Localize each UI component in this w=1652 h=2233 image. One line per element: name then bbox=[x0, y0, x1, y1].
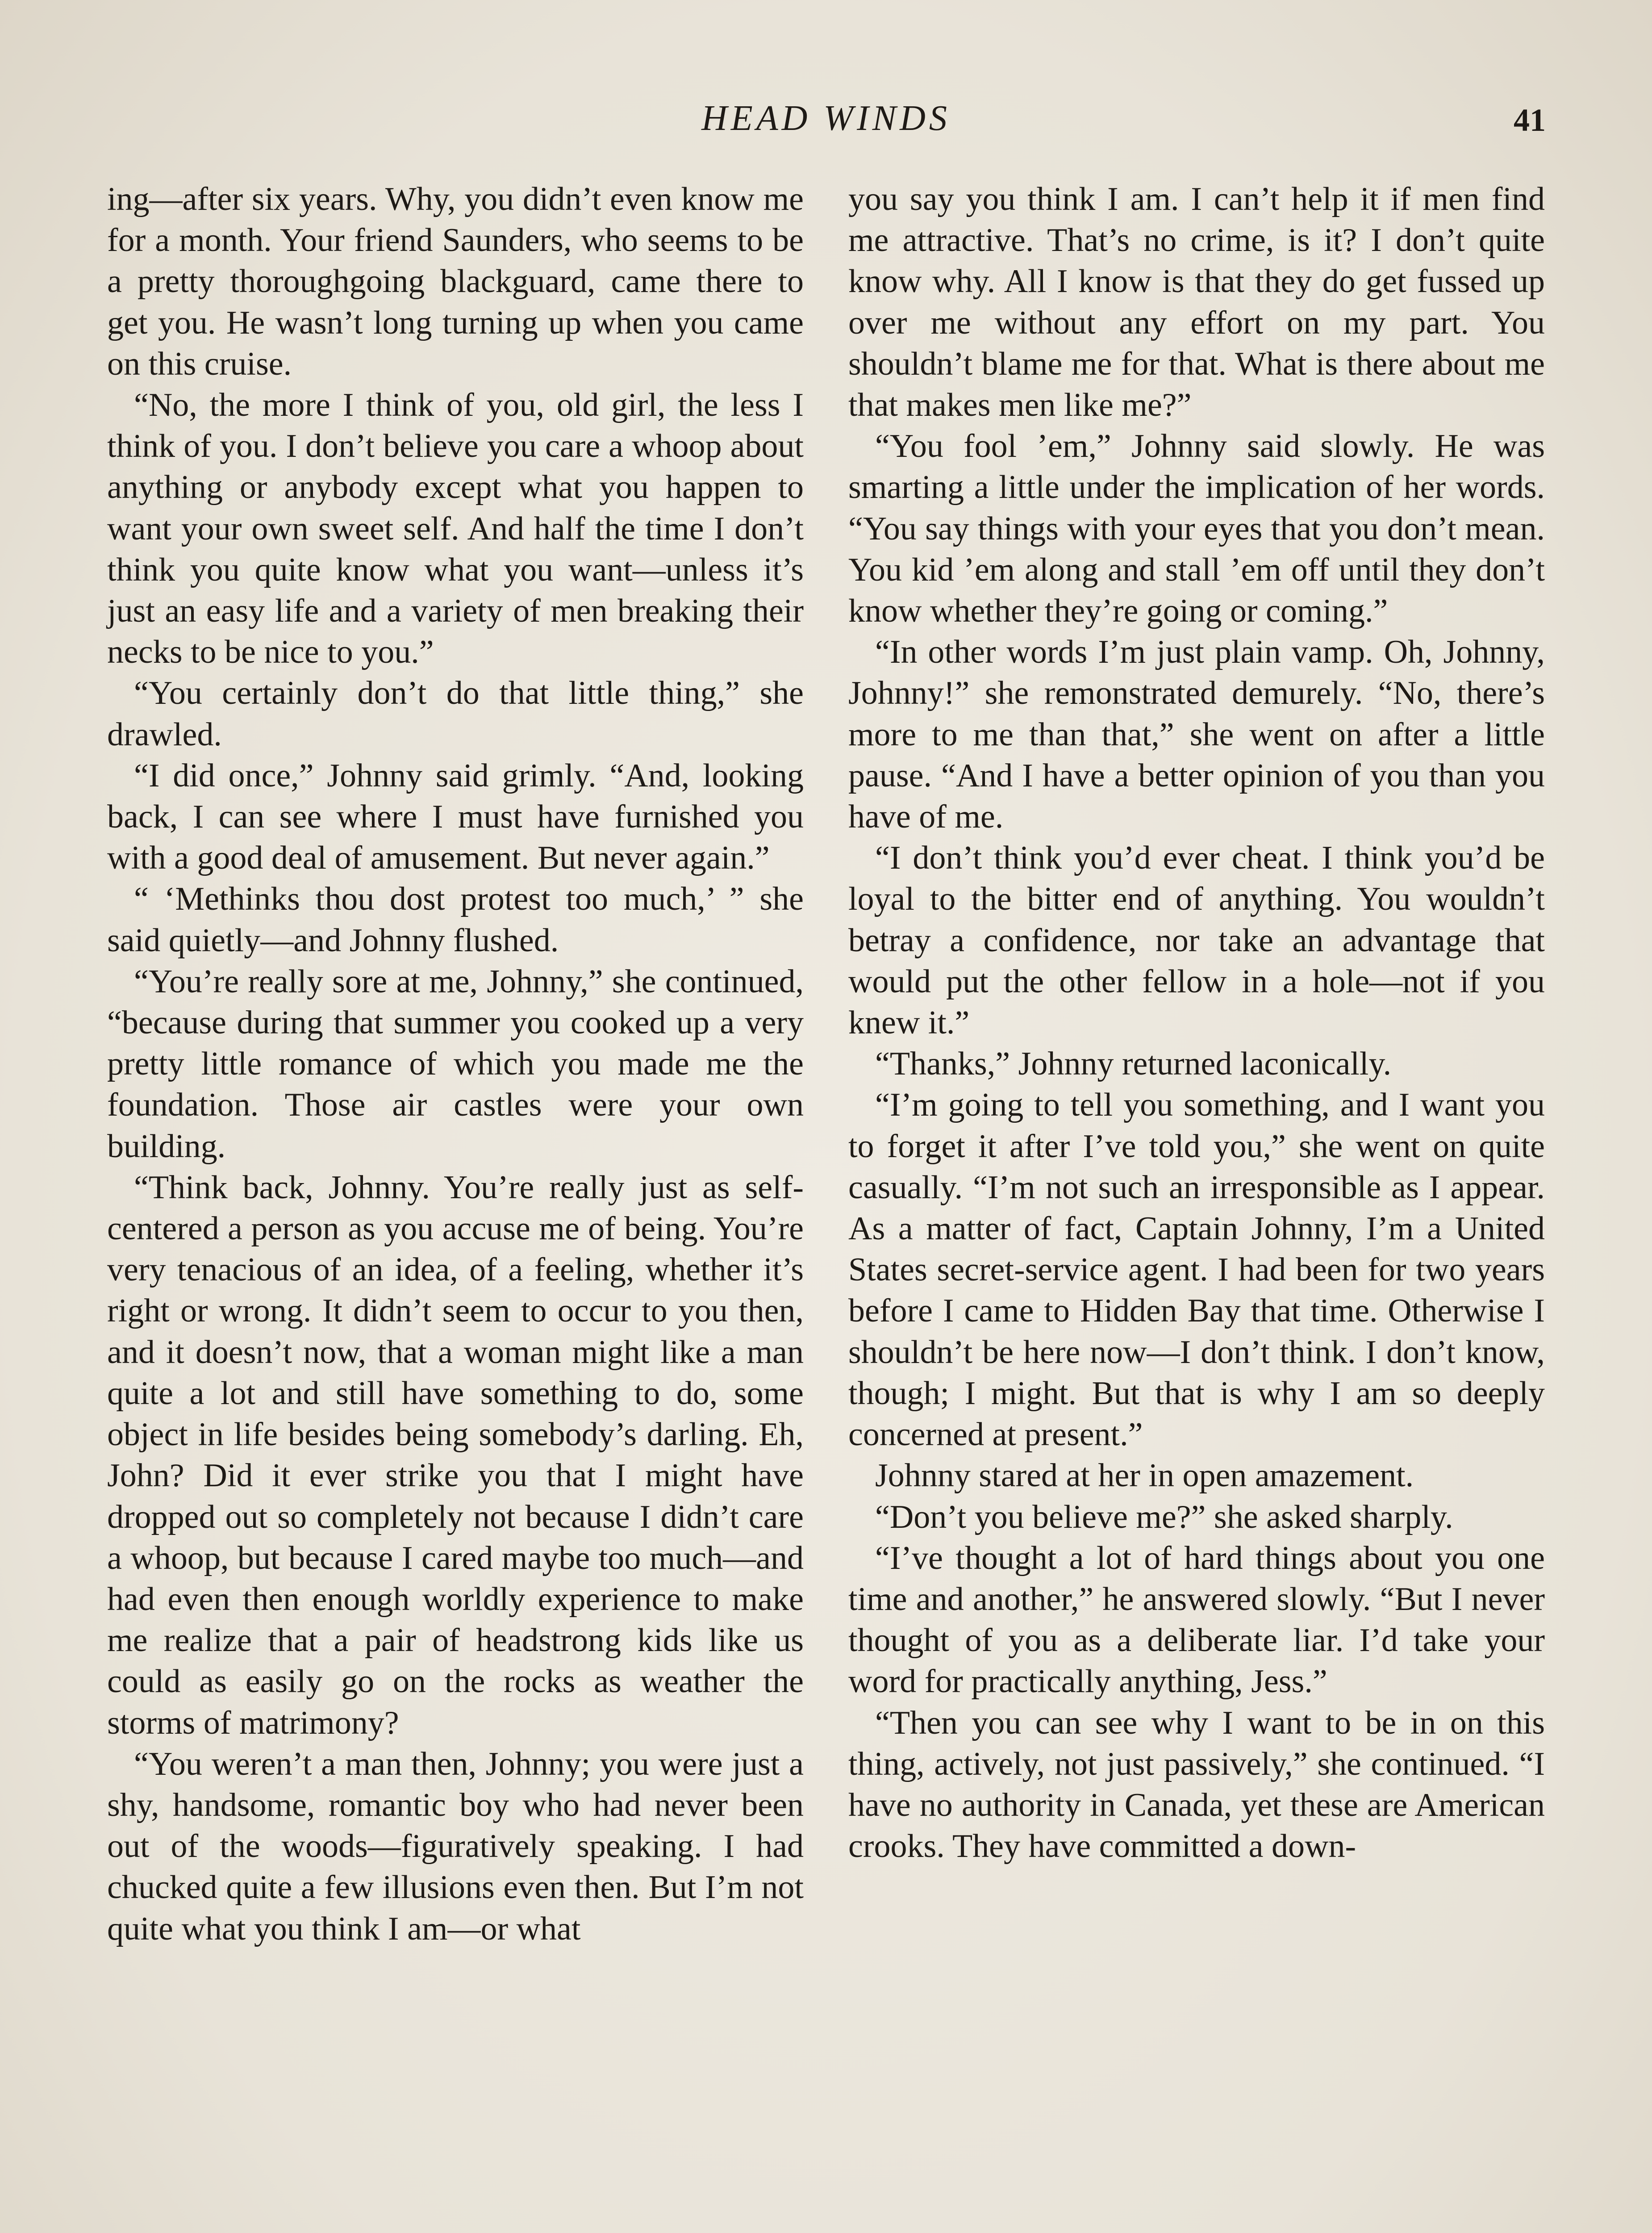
paragraph: “You certainly don’t do that little thing,” she drawled. bbox=[107, 675, 804, 753]
paragraph: “Think back, Johnny. You’re really just as self-centered a person as you accuse me of being. You’re very tenacious of an idea, of a feeling, whether it’s right or wrong. It didn’t seem to occur to you then, and it doesn’t now, that a woman might like a man quite a lot and still have something to do, some object in life besides being somebody’s darling. Eh, John? Did it ever strike you that I might have dropped out so completely not because I didn’t care a whoop, but because I cared maybe too much—and had even then enough worldly experience to make me realize that a pair of headstrong kids like us could as easily go on the rocks as weather the storms of matrimony? bbox=[107, 1169, 804, 1741]
paragraph: “No, the more I think of you, old girl, the less I think of you. I don’t believe you care a whoop about anything or anybody except what you happen to want your own sweet self. And half the time I don’t think you quite know what you want—unless it’s just an easy life and a variety of men breaking their necks to be nice to you.” bbox=[107, 387, 804, 671]
paragraph: Johnny stared at her in open amazement. bbox=[875, 1457, 1414, 1494]
right-column bbox=[848, 179, 1545, 1867]
running-head bbox=[0, 96, 1652, 150]
paragraph: ing—after six years. Why, you didn’t even know me for a month. Your friend Saunders, who seems to be a pretty thoroughgoing blackguard, came there to get you. He wasn’t long turning up when you came on this cruise. bbox=[107, 181, 804, 382]
paragraph: “You fool ’em,” Johnny said slowly. He was smarting a little under the implication of her words. “You say things with your eyes that you don’t mean. You kid ’em along and stall ’em off until they don’t know whether they’re going or coming.” bbox=[848, 428, 1545, 630]
paragraph: “You weren’t a man then, Johnny; you were just a shy, handsome, romantic boy who had never been out of the woods—figuratively speaking. I had chucked quite a few illusions even then. But I’m not quite what you think I am—or what bbox=[107, 1745, 804, 1947]
paragraph: “I don’t think you’d ever cheat. I think you’d be loyal to the bitter end of anything. You wouldn’t betray a confidence, nor take an advantage that would put the other fellow in a hole—not if you knew it.” bbox=[848, 840, 1545, 1041]
paragraph: “I did once,” Johnny said grimly. “And, looking back, I can see where I must have furnished you with a good deal of amusement. But never again.” bbox=[107, 757, 804, 877]
page-number: 41 bbox=[1514, 102, 1546, 138]
paragraph: “Don’t you believe me?” she asked sharply. bbox=[875, 1498, 1453, 1535]
paragraph: “ ‘Methinks thou dost protest too much,’ ” she said quietly—and Johnny flushed. bbox=[107, 881, 804, 959]
paragraph: “You’re really sore at me, Johnny,” she continued, “because during that summer you cooked up a very pretty little romance of which you made me the foundation. Those air castles were your own building. bbox=[107, 963, 804, 1165]
paragraph: “I’ve thought a lot of hard things about you one time and another,” he answered slowly. “But I never thought of you as a deliberate liar. I’d take your word for practically anything, Jess.” bbox=[848, 1539, 1545, 1700]
paragraph: “In other words I’m just plain vamp. Oh, Johnny, Johnny!” she remonstrated demurely. “No, there’s more to me than that,” she went on after a little pause. “And I have a better opinion of you than you have of me. bbox=[848, 634, 1545, 836]
paragraph: “Then you can see why I want to be in on this thing, actively, not just passively,” she continued. “I have no authority in Canada, yet these are American crooks. They have committed a down- bbox=[848, 1704, 1545, 1865]
running-title: HEAD WINDS bbox=[701, 99, 951, 138]
left-column bbox=[107, 179, 804, 1949]
paragraph: “Thanks,” Johnny returned laconically. bbox=[875, 1045, 1392, 1083]
paragraph: you say you think I am. I can’t help it if men find me attractive. That’s no crime, is it? I don’t quite know why. All I know is that they do get fussed up over me without any effort on my part. You shouldn’t blame me for that. What is there about me that makes men like me?” bbox=[848, 181, 1545, 424]
paragraph: “I’m going to tell you something, and I want you to forget it after I’ve told you,” she went on quite casually. “I’m not such an irresponsible as I appear. As a matter of fact, Captain Johnny, I’m a United States secret-service agent. I had been for two years before I came to Hidden Bay that time. Otherwise I shouldn’t be here now—I don’t think. I don’t know, though; I might. But that is why I am so deeply concerned at present.” bbox=[848, 1087, 1545, 1453]
